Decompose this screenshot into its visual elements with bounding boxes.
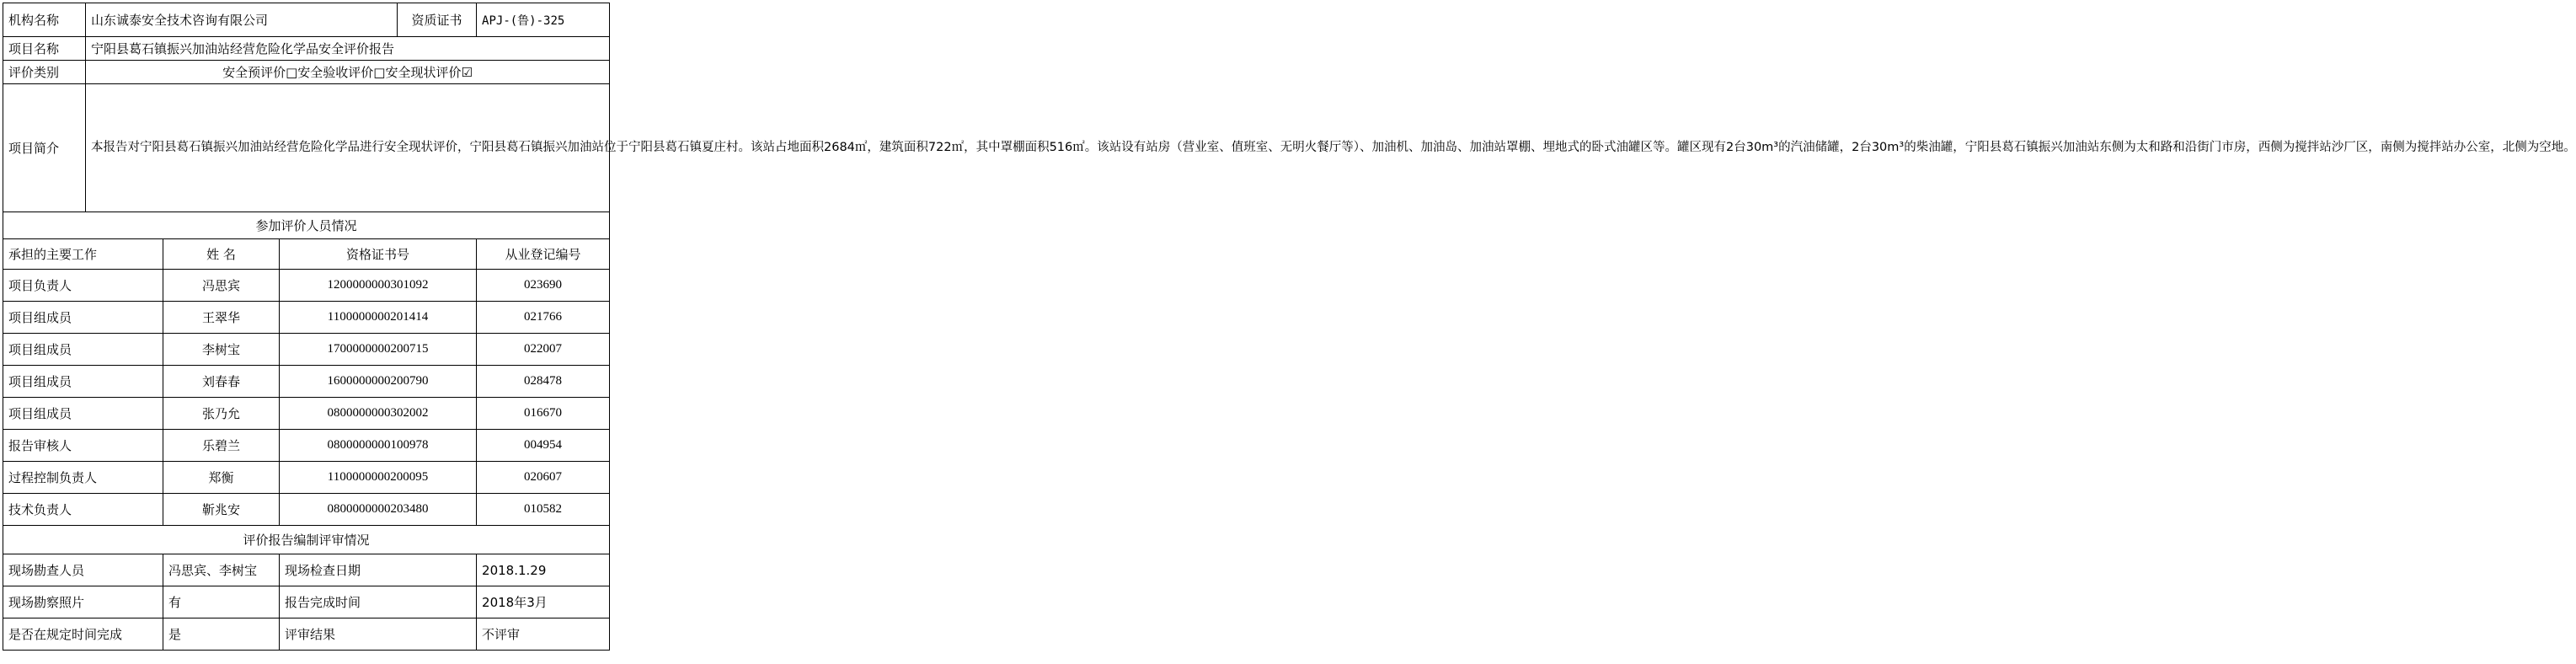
intro-text: 本报告对宁阳县葛石镇振兴加油站经营危险化学品进行安全现状评价，宁阳县葛石镇振兴加油站位于宁阳县葛石镇夏庄村。该站占地面积2684㎡，建筑面积722㎡，其中罩棚面积516㎡。该站设有站房（营业室、值班室、无明火餐厅等）、加油机、加油岛、加油站罩棚、埋地式的卧式油罐区等。罐区现有2台30m³的汽油储罐，2台30m³的柴油罐，宁阳县葛石镇振兴加油站东侧为太和路和沿街门市房，西侧为搅拌站沙厂区，南侧为搅拌站办公室，北侧为空地。 <box>86 84 610 212</box>
org-value: 山东诚泰安全技术咨询有限公司 <box>86 3 398 37</box>
reg-cell: 004954 <box>477 430 610 462</box>
cert-cell: 0800000000203480 <box>280 494 477 526</box>
review-label: 现场检查日期 <box>280 554 477 586</box>
role-cell: 技术负责人 <box>3 494 163 526</box>
type-value: 安全预评价□安全验收评价□安全现状评价☑ <box>86 61 610 84</box>
review-section-row <box>3 526 610 554</box>
reg-cell: 020607 <box>477 462 610 494</box>
cert-cell: 1600000000200790 <box>280 366 477 398</box>
cert-value: APJ-(鲁)-325 <box>477 3 610 37</box>
name-cell: 刘春春 <box>163 366 280 398</box>
column-header-cert: 资格证书号 <box>280 239 477 270</box>
review-label: 是否在规定时间完成 <box>3 618 163 651</box>
role-cell: 项目组成员 <box>3 334 163 366</box>
review-row <box>3 618 610 651</box>
review-value: 2018年3月 <box>477 586 610 618</box>
cert-cell: 1200000000301092 <box>280 270 477 302</box>
org-label: 机构名称 <box>3 3 86 37</box>
type-label: 评价类别 <box>3 61 86 84</box>
reg-cell: 021766 <box>477 302 610 334</box>
role-cell: 项目组成员 <box>3 302 163 334</box>
role-cell: 项目组成员 <box>3 366 163 398</box>
review-label: 现场勘察照片 <box>3 586 163 618</box>
role-cell: 项目负责人 <box>3 270 163 302</box>
name-cell: 张乃允 <box>163 398 280 430</box>
review-label: 现场勘查人员 <box>3 554 163 586</box>
review-value: 不评审 <box>477 618 610 651</box>
cert-cell: 1100000000201414 <box>280 302 477 334</box>
name-cell: 乐碧兰 <box>163 430 280 462</box>
table-row <box>3 430 610 462</box>
reg-cell: 010582 <box>477 494 610 526</box>
cert-label: 资质证书 <box>398 3 477 37</box>
review-label: 评审结果 <box>280 618 477 651</box>
review-section-title: 评价报告编制评审情况 <box>3 526 610 554</box>
table-row <box>3 462 610 494</box>
cert-cell: 0800000000302002 <box>280 398 477 430</box>
name-cell: 靳兆安 <box>163 494 280 526</box>
table-row <box>3 494 610 526</box>
cert-cell: 0800000000100978 <box>280 430 477 462</box>
name-cell: 郑衡 <box>163 462 280 494</box>
role-cell: 报告审核人 <box>3 430 163 462</box>
role-cell: 项目组成员 <box>3 398 163 430</box>
table-row <box>3 334 610 366</box>
review-label: 报告完成时间 <box>280 586 477 618</box>
reg-cell: 023690 <box>477 270 610 302</box>
column-header-role: 承担的主要工作 <box>3 239 163 270</box>
review-row <box>3 554 610 586</box>
project-row <box>3 37 610 61</box>
review-value: 冯思宾、李树宝 <box>163 554 280 586</box>
review-value: 有 <box>163 586 280 618</box>
cert-cell: 1100000000200095 <box>280 462 477 494</box>
personnel-header-row <box>3 239 610 270</box>
type-row <box>3 61 610 84</box>
column-header-name: 姓 名 <box>163 239 280 270</box>
evaluation-report-table <box>3 3 2576 651</box>
reg-cell: 028478 <box>477 366 610 398</box>
table-row <box>3 270 610 302</box>
review-value: 是 <box>163 618 280 651</box>
name-cell: 冯思宾 <box>163 270 280 302</box>
table-row <box>3 398 610 430</box>
org-row <box>3 3 610 37</box>
reg-cell: 022007 <box>477 334 610 366</box>
name-cell: 李树宝 <box>163 334 280 366</box>
project-label: 项目名称 <box>3 37 86 61</box>
project-value: 宁阳县葛石镇振兴加油站经营危险化学品安全评价报告 <box>86 37 610 61</box>
review-value: 2018.1.29 <box>477 554 610 586</box>
column-header-reg: 从业登记编号 <box>477 239 610 270</box>
role-cell: 过程控制负责人 <box>3 462 163 494</box>
review-row <box>3 586 610 618</box>
personnel-section-row <box>3 212 610 239</box>
reg-cell: 016670 <box>477 398 610 430</box>
table-row <box>3 366 610 398</box>
intro-row <box>3 84 610 212</box>
name-cell: 王翠华 <box>163 302 280 334</box>
cert-cell: 1700000000200715 <box>280 334 477 366</box>
intro-label: 项目简介 <box>3 84 86 212</box>
table-row <box>3 302 610 334</box>
personnel-section-title: 参加评价人员情况 <box>3 212 610 239</box>
